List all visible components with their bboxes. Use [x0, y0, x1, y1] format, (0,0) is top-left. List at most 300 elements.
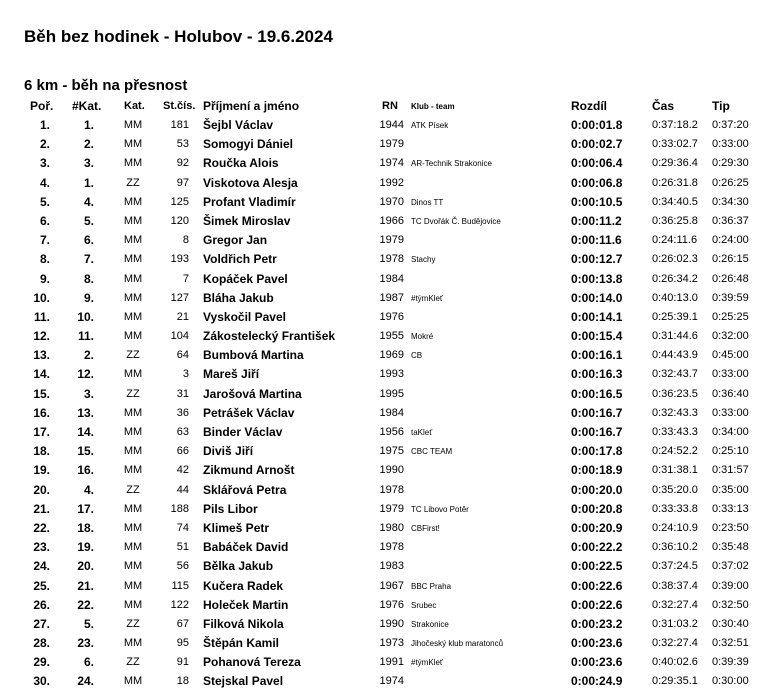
tip-cell: 0:39:00 — [712, 579, 749, 592]
rank-cell: 1. — [39, 118, 50, 132]
table-row — [0, 596, 770, 615]
rank-cell: 5. — [39, 194, 50, 209]
category-cell: MM — [123, 406, 143, 419]
tip-cell: 0:26:25 — [712, 176, 749, 189]
category-rank-cell: 12. — [77, 367, 94, 382]
category-rank-cell: 2. — [83, 348, 94, 363]
category-rank-cell: 13. — [77, 405, 94, 420]
runner-name-cell: Šejbl Václav — [203, 118, 274, 132]
tip-cell: 0:29:30 — [712, 157, 749, 170]
time-cell: 0:32:43.3 — [652, 406, 698, 419]
time-cell: 0:26:31.8 — [652, 176, 698, 189]
rank-cell: 17. — [33, 425, 50, 439]
category-cell: MM — [123, 157, 143, 170]
start-number-cell: 56 — [176, 560, 189, 573]
category-rank-cell: 4. — [83, 482, 94, 497]
tip-cell: 0:33:13 — [712, 502, 749, 515]
difference-cell: 0:00:01.8 — [571, 118, 623, 132]
table-row — [0, 538, 770, 557]
runner-name-cell: Gregor Jan — [203, 233, 268, 248]
rank-cell: 6. — [39, 213, 50, 228]
category-rank-cell: 9. — [83, 290, 94, 305]
runner-name-cell: Diviš Jiří — [203, 444, 254, 459]
category-rank-cell: 15. — [77, 444, 94, 459]
rank-cell: 4. — [39, 175, 50, 190]
tip-cell: 0:26:48 — [712, 272, 749, 285]
rank-cell: 21. — [33, 501, 50, 516]
start-number-cell: 188 — [170, 502, 189, 515]
club-cell: TC Libovo Potěr — [411, 504, 469, 514]
start-number-cell: 44 — [176, 483, 189, 496]
difference-cell: 0:00:24.9 — [571, 674, 623, 689]
time-cell: 0:37:24.5 — [652, 560, 698, 573]
birth-year-cell: 1987 — [379, 291, 404, 304]
start-number-cell: 74 — [176, 521, 189, 534]
category-cell: MM — [123, 579, 143, 592]
birth-year-cell: 1990 — [379, 464, 404, 477]
birth-year-cell: 1980 — [379, 521, 404, 534]
club-cell: AR-Technik Strakonice — [411, 159, 492, 169]
time-cell: 0:29:35.1 — [652, 675, 698, 688]
category-cell: MM — [123, 675, 143, 688]
table-row — [0, 270, 770, 289]
start-number-cell: 64 — [176, 349, 189, 362]
header-rank: Poř. — [30, 99, 54, 113]
birth-year-cell: 1975 — [379, 445, 404, 458]
table-row — [0, 346, 770, 365]
rank-cell: 12. — [33, 329, 50, 344]
club-cell: Strakonice — [411, 619, 449, 629]
table-row — [0, 308, 770, 327]
tip-cell: 0:37:20 — [712, 119, 749, 131]
difference-cell: 0:00:16.1 — [571, 348, 623, 363]
start-number-cell: 193 — [170, 253, 189, 266]
time-cell: 0:26:02.3 — [652, 253, 698, 266]
table-row — [0, 634, 770, 653]
difference-cell: 0:00:02.7 — [571, 137, 623, 152]
table-row — [0, 557, 770, 576]
birth-year-cell: 1990 — [379, 617, 404, 630]
birth-year-cell: 1976 — [379, 310, 404, 323]
difference-cell: 0:00:15.4 — [571, 329, 623, 344]
start-number-cell: 91 — [176, 656, 189, 669]
club-cell: CBC TEAM — [411, 447, 453, 457]
difference-cell: 0:00:16.7 — [571, 405, 623, 420]
club-cell: CB — [411, 351, 423, 361]
runner-name-cell: Zikmund Arnošt — [203, 463, 295, 478]
birth-year-cell: 1992 — [379, 176, 404, 189]
runner-name-cell: Stejskal Pavel — [203, 674, 284, 689]
tip-cell: 0:25:10 — [712, 445, 749, 458]
birth-year-cell: 1967 — [379, 579, 404, 592]
time-cell: 0:36:23.5 — [652, 387, 698, 400]
table-row — [0, 385, 770, 404]
difference-cell: 0:00:06.8 — [571, 175, 623, 190]
birth-year-cell: 1978 — [379, 253, 404, 266]
rank-cell: 27. — [33, 616, 50, 631]
category-cell: ZZ — [126, 617, 140, 630]
table-row — [0, 577, 770, 596]
runner-name-cell: Bumbová Martina — [203, 348, 304, 363]
time-cell: 0:24:10.9 — [652, 521, 698, 534]
runner-name-cell: Bláha Jakub — [203, 290, 274, 305]
start-number-cell: 181 — [170, 119, 189, 131]
difference-cell: 0:00:17.8 — [571, 444, 623, 459]
category-cell: MM — [123, 426, 143, 438]
difference-cell: 0:00:12.7 — [571, 252, 623, 267]
rank-cell: 20. — [33, 482, 50, 497]
tip-cell: 0:39:59 — [712, 291, 749, 304]
time-cell: 0:26:34.2 — [652, 272, 698, 285]
category-cell: ZZ — [126, 387, 140, 400]
start-number-cell: 122 — [170, 598, 189, 611]
club-cell: ATK Písek — [411, 121, 449, 130]
time-cell: 0:44:43.9 — [652, 349, 698, 362]
difference-cell: 0:00:11.6 — [571, 233, 622, 248]
time-cell: 0:31:44.6 — [652, 330, 698, 343]
category-rank-cell: 3. — [83, 156, 94, 171]
time-cell: 0:40:13.0 — [652, 291, 698, 304]
difference-cell: 0:00:22.6 — [571, 578, 623, 593]
rank-cell: 23. — [33, 540, 50, 555]
category-cell: MM — [123, 119, 143, 131]
category-cell: MM — [123, 560, 143, 573]
table-row — [0, 519, 770, 538]
tip-cell: 0:34:00 — [712, 426, 749, 438]
tip-cell: 0:32:00 — [712, 330, 749, 343]
birth-year-cell: 1983 — [379, 560, 404, 573]
start-number-cell: 8 — [182, 234, 189, 247]
tip-cell: 0:26:15 — [712, 253, 749, 266]
category-cell: MM — [123, 502, 143, 515]
category-rank-cell: 16. — [77, 463, 94, 478]
runner-name-cell: Roučka Alois — [203, 156, 279, 171]
time-cell: 0:34:40.5 — [652, 195, 698, 208]
difference-cell: 0:00:06.4 — [571, 156, 623, 171]
category-cell: MM — [123, 214, 143, 227]
club-cell: CBFirst! — [411, 523, 440, 533]
runner-name-cell: Mareš Jiří — [203, 367, 260, 382]
category-rank-cell: 20. — [77, 559, 94, 574]
table-row — [0, 672, 770, 691]
difference-cell: 0:00:13.8 — [571, 271, 623, 286]
birth-year-cell: 1991 — [379, 656, 404, 669]
tip-cell: 0:33:00 — [712, 406, 749, 419]
rank-cell: 18. — [33, 444, 50, 459]
category-rank-cell: 22. — [77, 597, 94, 612]
time-cell: 0:33:02.7 — [652, 138, 698, 151]
header-category-rank: #Kat. — [72, 99, 102, 113]
difference-cell: 0:00:23.6 — [571, 655, 623, 670]
table-row — [0, 461, 770, 480]
rank-cell: 3. — [39, 156, 50, 171]
rank-cell: 26. — [33, 597, 50, 612]
tip-cell: 0:24:00 — [712, 234, 749, 247]
category-rank-cell: 24. — [77, 674, 94, 689]
start-number-cell: 36 — [176, 406, 189, 419]
start-number-cell: 7 — [182, 272, 189, 285]
category-cell: MM — [123, 598, 143, 611]
difference-cell: 0:00:22.5 — [571, 559, 623, 574]
club-cell: TC Dvořák Č. Budějovice — [411, 216, 501, 226]
difference-cell: 0:00:22.6 — [571, 597, 623, 612]
time-cell: 0:24:11.6 — [652, 234, 698, 247]
birth-year-cell: 1974 — [379, 675, 404, 688]
start-number-cell: 42 — [176, 464, 189, 477]
rank-cell: 28. — [33, 636, 50, 651]
runner-name-cell: Sklářová Petra — [203, 482, 287, 497]
header-difference: Rozdíl — [571, 99, 607, 113]
start-number-cell: 104 — [170, 330, 189, 343]
club-cell: BBC Praha — [411, 581, 452, 591]
rank-cell: 25. — [33, 578, 50, 593]
runner-name-cell: Bělka Jakub — [203, 559, 274, 574]
difference-cell: 0:00:16.5 — [571, 386, 623, 401]
table-row — [0, 154, 770, 173]
difference-cell: 0:00:10.5 — [571, 194, 623, 209]
category-rank-cell: 18. — [77, 520, 94, 535]
runner-name-cell: Zákostelecký František — [203, 329, 336, 344]
tip-cell: 0:45:00 — [712, 349, 749, 362]
birth-year-cell: 1969 — [379, 349, 404, 362]
runner-name-cell: Vyskočil Pavel — [203, 309, 286, 324]
tip-cell: 0:33:00 — [712, 368, 749, 381]
birth-year-cell: 1993 — [379, 368, 404, 381]
difference-cell: 0:00:20.0 — [571, 482, 623, 497]
time-cell: 0:31:03.2 — [652, 617, 698, 630]
runner-name-cell: Kopáček Pavel — [203, 271, 288, 286]
category-rank-cell: 5. — [83, 213, 94, 228]
time-cell: 0:31:38.1 — [652, 464, 698, 477]
time-cell: 0:37:18.2 — [652, 119, 698, 131]
tip-cell: 0:30:40 — [712, 617, 749, 630]
category-cell: MM — [123, 138, 143, 151]
difference-cell: 0:00:11.2 — [571, 213, 622, 228]
table-row — [0, 289, 770, 308]
table-header — [0, 98, 770, 115]
birth-year-cell: 1956 — [379, 426, 404, 438]
category-cell: MM — [123, 445, 143, 458]
category-rank-cell: 14. — [77, 425, 94, 439]
birth-year-cell: 1979 — [379, 234, 404, 247]
category-rank-cell: 19. — [77, 540, 94, 555]
category-rank-cell: 6. — [83, 655, 94, 670]
rank-cell: 19. — [33, 463, 50, 478]
rank-cell: 24. — [33, 559, 50, 574]
time-cell: 0:33:43.3 — [652, 426, 698, 438]
runner-name-cell: Babáček David — [203, 540, 289, 555]
category-rank-cell: 6. — [83, 233, 94, 248]
start-number-cell: 66 — [176, 445, 189, 458]
start-number-cell: 127 — [170, 291, 189, 304]
tip-cell: 0:31:57 — [712, 464, 749, 477]
category-rank-cell: 11. — [77, 329, 94, 344]
tip-cell: 0:25:25 — [712, 310, 749, 323]
difference-cell: 0:00:23.2 — [571, 616, 623, 631]
start-number-cell: 67 — [176, 617, 189, 630]
table-row — [0, 442, 770, 461]
category-rank-cell: 21. — [77, 578, 94, 593]
runner-name-cell: Klimeš Petr — [203, 520, 270, 535]
start-number-cell: 92 — [176, 157, 189, 170]
runner-name-cell: Pohanová Tereza — [203, 655, 301, 670]
birth-year-cell: 1944 — [379, 119, 404, 131]
difference-cell: 0:00:23.6 — [571, 636, 623, 651]
runner-name-cell: Petrášek Václav — [203, 405, 295, 420]
category-rank-cell: 10. — [77, 309, 94, 324]
runner-name-cell: Jarošová Martina — [203, 386, 302, 401]
category-cell: ZZ — [126, 349, 140, 362]
rank-cell: 8. — [39, 252, 50, 267]
time-cell: 0:35:20.0 — [652, 483, 698, 496]
header-category: Kat. — [124, 100, 145, 112]
start-number-cell: 97 — [176, 176, 189, 189]
rank-cell: 11. — [33, 309, 50, 324]
tip-cell: 0:35:00 — [712, 483, 749, 496]
category-cell: MM — [123, 464, 143, 477]
start-number-cell: 115 — [171, 579, 189, 592]
category-rank-cell: 23. — [77, 636, 94, 651]
time-cell: 0:25:39.1 — [652, 310, 698, 323]
tip-cell: 0:32:50 — [712, 598, 749, 611]
difference-cell: 0:00:14.0 — [571, 290, 623, 305]
table-row — [0, 653, 770, 672]
difference-cell: 0:00:16.3 — [571, 367, 623, 382]
rank-cell: 30. — [33, 674, 50, 689]
table-row — [0, 500, 770, 519]
runner-name-cell: Kučera Radek — [203, 578, 284, 593]
tip-cell: 0:23:50 — [712, 521, 749, 534]
difference-cell: 0:00:16.7 — [571, 425, 623, 439]
table-row — [0, 174, 770, 193]
birth-year-cell: 1973 — [379, 637, 404, 650]
runner-name-cell: Štěpán Kamil — [203, 636, 280, 651]
birth-year-cell: 1955 — [379, 330, 404, 343]
tip-cell: 0:34:30 — [712, 195, 749, 208]
tip-cell: 0:30:00 — [712, 675, 749, 688]
category-cell: MM — [123, 291, 143, 304]
rank-cell: 9. — [39, 271, 50, 286]
runner-name-cell: Somogyi Dániel — [203, 137, 294, 152]
club-cell: Srubec — [411, 600, 437, 610]
birth-year-cell: 1978 — [379, 541, 404, 554]
rank-cell: 13. — [33, 348, 50, 363]
category-cell: MM — [123, 253, 143, 266]
club-cell: Dinos TT — [411, 197, 444, 207]
birth-year-cell: 1984 — [379, 272, 404, 285]
start-number-cell: 3 — [182, 368, 189, 381]
time-cell: 0:40:02.6 — [652, 656, 698, 669]
table-row — [0, 193, 770, 212]
rank-cell: 10. — [33, 290, 50, 305]
table-row — [0, 423, 770, 442]
birth-year-cell: 1974 — [379, 157, 404, 170]
runner-name-cell: Viskotova Alesja — [203, 175, 298, 190]
start-number-cell: 31 — [176, 387, 189, 400]
club-cell: Mokré — [411, 332, 434, 342]
start-number-cell: 51 — [176, 541, 189, 554]
table-row — [0, 481, 770, 500]
header-name: Příjmení a jméno — [203, 99, 300, 113]
birth-year-cell: 1978 — [379, 483, 404, 496]
time-cell: 0:36:25.8 — [652, 214, 698, 227]
category-cell: ZZ — [126, 656, 140, 669]
results-table — [0, 116, 770, 692]
rank-cell: 29. — [33, 655, 50, 670]
category-cell: MM — [123, 272, 143, 285]
category-rank-cell: 1. — [83, 118, 94, 132]
runner-name-cell: Pils Libor — [203, 501, 258, 516]
table-row — [0, 404, 770, 423]
runner-name-cell: Filková Nikola — [203, 616, 284, 631]
start-number-cell: 63 — [176, 426, 189, 438]
club-cell: #týmKleť — [411, 658, 443, 668]
time-cell: 0:24:52.2 — [652, 445, 698, 458]
category-cell: MM — [123, 368, 143, 381]
birth-year-cell: 1976 — [379, 598, 404, 611]
tip-cell: 0:36:40 — [712, 387, 749, 400]
category-rank-cell: 17. — [77, 501, 94, 516]
rank-cell: 15. — [33, 386, 50, 401]
category-cell: MM — [123, 195, 143, 208]
rank-cell: 14. — [33, 367, 50, 382]
tip-cell: 0:32:51 — [712, 637, 749, 650]
tip-cell: 0:37:02 — [712, 560, 749, 573]
tip-cell: 0:39:39 — [712, 656, 749, 669]
category-cell: ZZ — [126, 483, 140, 496]
club-cell: Jihočeský klub maratonců — [411, 639, 504, 649]
category-rank-cell: 5. — [83, 616, 94, 631]
difference-cell: 0:00:18.9 — [571, 463, 623, 478]
start-number-cell: 125 — [170, 195, 189, 208]
page-title: Běh bez hodinek - Holubov - 19.6.2024 — [24, 27, 333, 46]
time-cell: 0:32:43.7 — [652, 368, 698, 381]
runner-name-cell: Šimek Miroslav — [203, 213, 291, 228]
birth-year-cell: 1970 — [379, 195, 404, 208]
club-cell: #týmKleť — [411, 293, 443, 303]
header-birth-year: RN — [382, 100, 398, 112]
category-rank-cell: 4. — [83, 194, 94, 209]
category-rank-cell: 3. — [83, 386, 94, 401]
time-cell: 0:36:10.2 — [652, 541, 698, 554]
rank-cell: 22. — [33, 520, 50, 535]
table-row — [0, 327, 770, 346]
difference-cell: 0:00:20.8 — [571, 501, 623, 516]
table-row — [0, 615, 770, 634]
section-title: 6 km - běh na přesnost — [24, 77, 188, 94]
birth-year-cell: 1995 — [379, 387, 404, 400]
start-number-cell: 95 — [176, 637, 189, 650]
tip-cell: 0:36:37 — [712, 214, 749, 227]
table-row — [0, 231, 770, 250]
start-number-cell: 120 — [170, 214, 189, 227]
category-rank-cell: 7. — [83, 252, 94, 267]
time-cell: 0:29:36.4 — [652, 157, 698, 170]
difference-cell: 0:00:14.1 — [571, 309, 623, 324]
category-cell: MM — [123, 330, 143, 343]
start-number-cell: 18 — [176, 675, 189, 688]
birth-year-cell: 1979 — [379, 138, 404, 151]
table-row — [0, 212, 770, 231]
header-start-number: St.čís. — [163, 100, 196, 112]
time-cell: 0:33:33.8 — [652, 502, 698, 515]
category-cell: MM — [123, 310, 143, 323]
category-cell: MM — [123, 521, 143, 534]
runner-name-cell: Profant Vladimír — [203, 194, 296, 209]
header-tip: Tip — [712, 99, 730, 113]
difference-cell: 0:00:22.2 — [571, 540, 623, 555]
club-cell: taKleť — [411, 428, 433, 437]
